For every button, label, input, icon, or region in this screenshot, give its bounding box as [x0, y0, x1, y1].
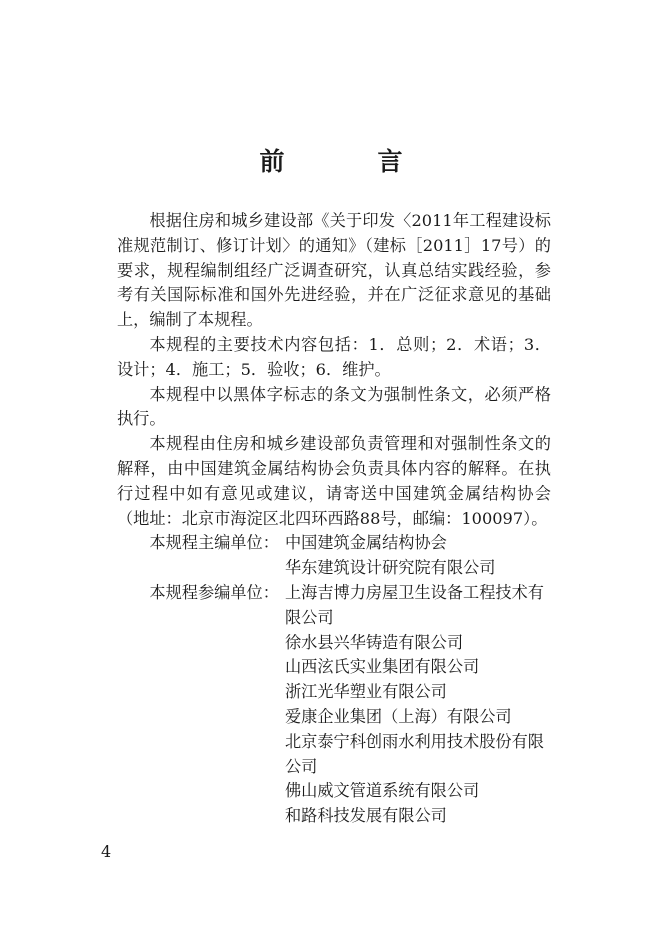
participating-unit-item: 山西泫氏实业集团有限公司	[285, 657, 480, 677]
participating-units-label: 本规程参编单位：	[149, 582, 279, 602]
chief-unit-item: 华东建筑设计研究院有限公司	[285, 558, 496, 578]
paragraph-4: 本规程由住房和城乡建设部负责管理和对强制性条文的解释，由中国建筑金属结构协会负责具体内容的解释。在执行过程中如有意见或建议，请寄送中国建筑金属结构协会（地址：北京市海淀区北四环西路88号，邮编：100097）。	[117, 434, 551, 528]
chief-unit-item: 中国建筑金属结构协会	[285, 533, 447, 553]
participating-unit-item: 徐水县兴华铸造有限公司	[285, 632, 464, 652]
participating-unit-item: 上海吉博力房屋卫生设备工程技术有限公司	[285, 582, 544, 627]
paragraph-1: 根据住房和城乡建设部《关于印发〈2011年工程建设标准规范制订、修订计划〉的通知》（建标［2011］17号）的要求，规程编制组经广泛调查研究，认真总结实践经验，参考有关国际标准和国外先进经验，并在广泛征求意见的基础上，编制了本规程。	[117, 211, 551, 330]
participating-units-block	[117, 581, 551, 829]
chief-units-list	[285, 531, 551, 581]
participating-unit-item: 北京泰宁科创雨水利用技术股份有限公司	[285, 731, 544, 776]
participating-unit-item: 佛山威文管道系统有限公司	[285, 781, 480, 801]
chief-units-label: 本规程主编单位：	[149, 533, 279, 553]
participating-unit-item: 爱康企业集团（上海）有限公司	[285, 706, 512, 726]
participating-units-list	[285, 581, 551, 829]
participating-unit-item: 和路科技发展有限公司	[285, 806, 447, 826]
paragraph-3: 本规程中以黑体字标志的条文为强制性条文，必须严格执行。	[117, 384, 551, 429]
preface-body	[117, 209, 551, 829]
page-title: 前 言	[259, 147, 437, 176]
participating-unit-item: 浙江光华塑业有限公司	[285, 682, 447, 702]
paragraph-2: 本规程的主要技术内容包括：1．总则；2．术语；3．设计；4．施工；5．验收；6．维护。	[117, 334, 551, 379]
chief-units-block	[117, 531, 551, 581]
page-number: 4	[101, 842, 112, 861]
